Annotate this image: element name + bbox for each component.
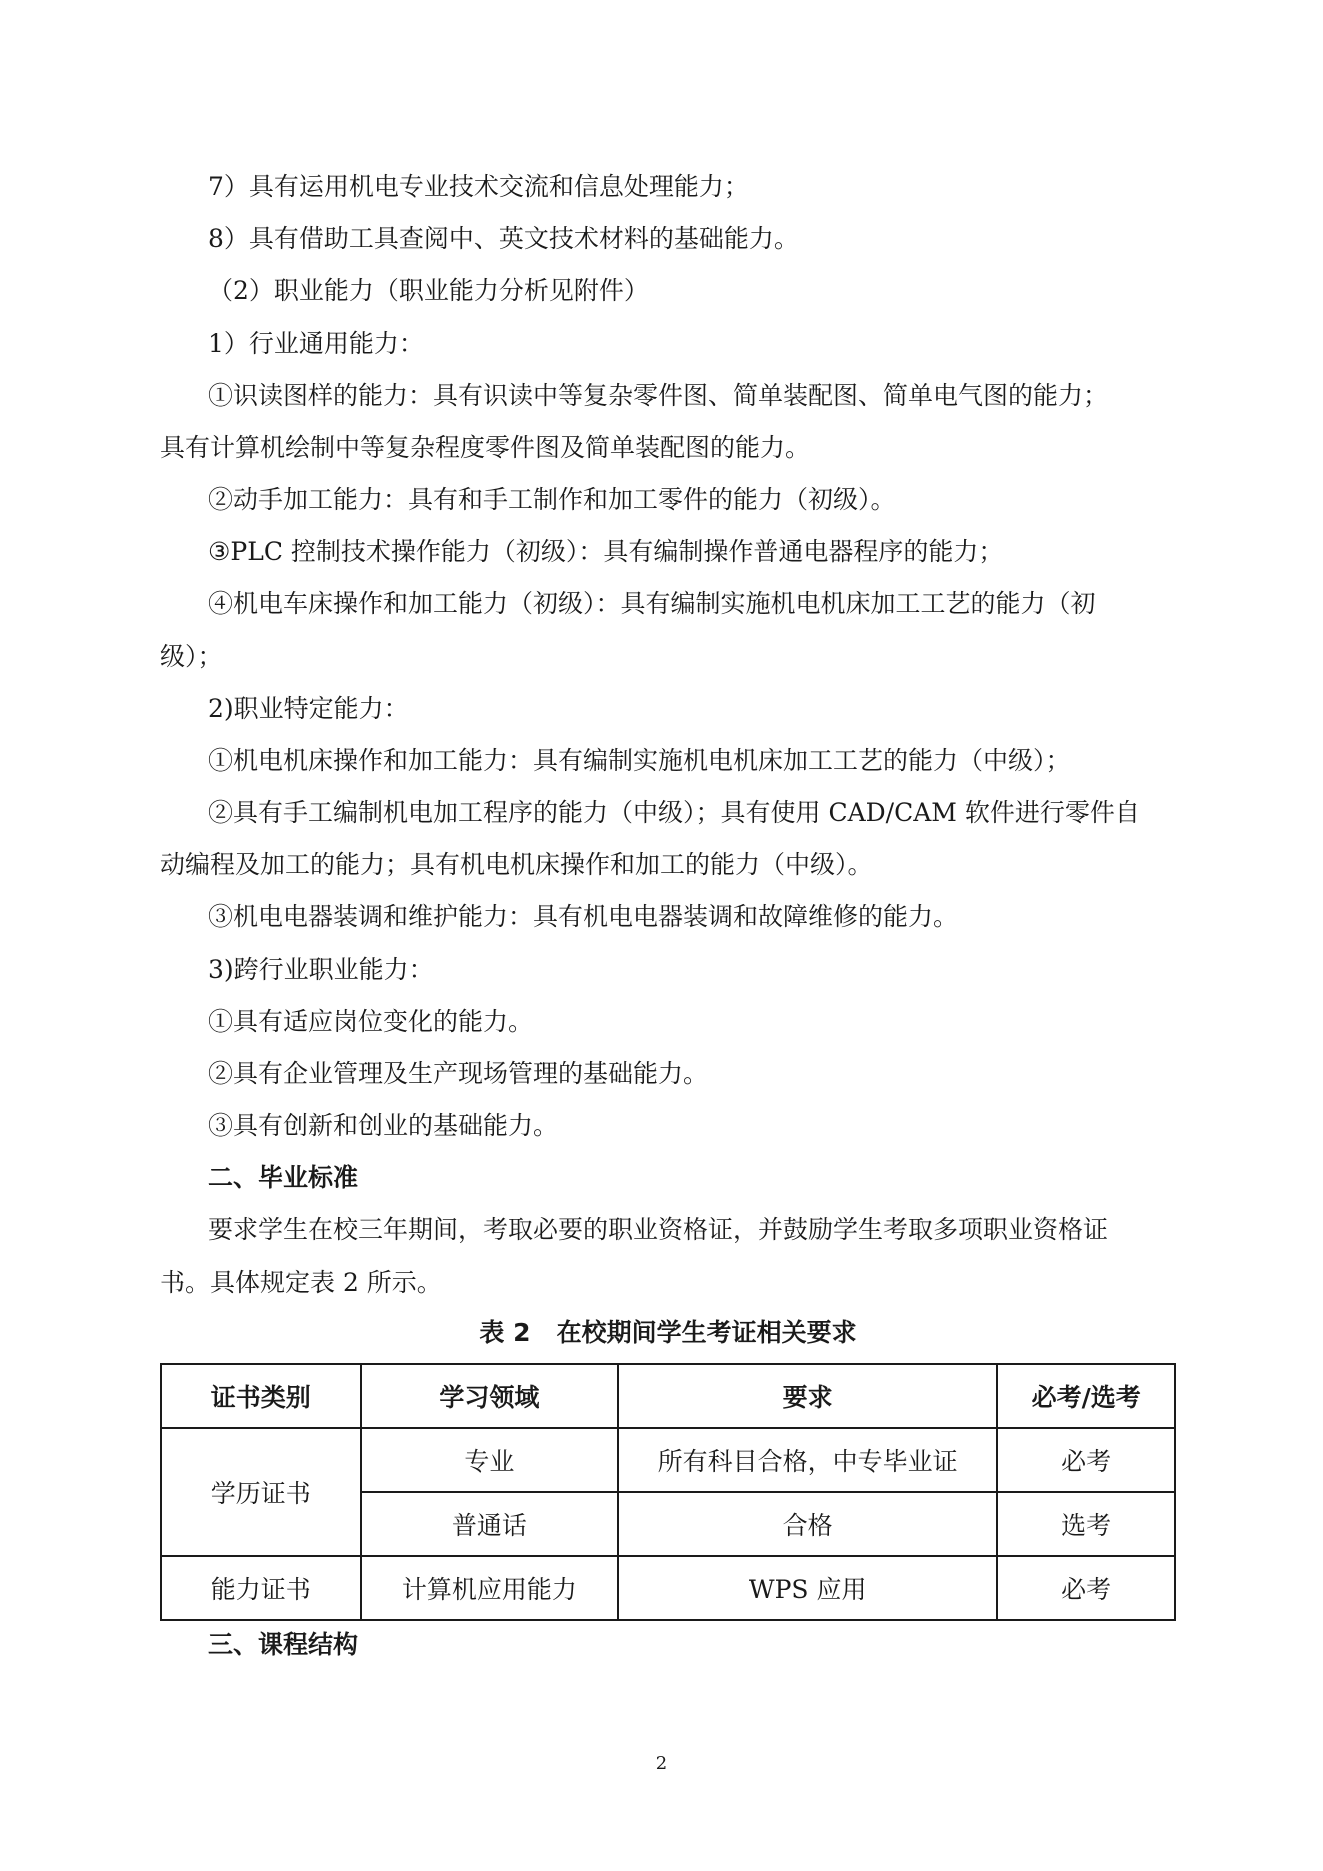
text-line: ③机电电器装调和维护能力：具有机电电器装调和故障维修的能力。 (208, 902, 959, 931)
text-line: 具有计算机绘制中等复杂程度零件图及简单装配图的能力。 (160, 433, 811, 462)
text-line: ②具有手工编制机电加工程序的能力（中级）；具有使用 CAD/CAM 软件进行零件自 (208, 798, 1140, 827)
paragraph-line: 要求学生在校三年期间，考取必要的职业资格证，并鼓励学生考取多项职业资格证 (208, 1215, 1109, 1244)
table-cell: 专业 (361, 1428, 618, 1492)
table-row (161, 1428, 1175, 1492)
table-cell: 选考 (997, 1492, 1175, 1556)
text-line: （2）职业能力（职业能力分析见附件） (208, 276, 649, 305)
table-cell: WPS 应用 (618, 1556, 997, 1620)
text-line: ①识读图样的能力：具有识读中等复杂零件图、简单装配图、简单电气图的能力； (208, 381, 1109, 410)
table-cell-category: 能力证书 (161, 1556, 361, 1620)
text-line: ②动手加工能力：具有和手工制作和加工零件的能力（初级）。 (208, 485, 896, 514)
table-cell: 必考 (997, 1428, 1175, 1492)
page-number: 2 (655, 1753, 668, 1774)
column-header: 学习领域 (361, 1364, 618, 1428)
table-cell-category: 学历证书 (161, 1428, 361, 1556)
text-line: 级）； (160, 642, 223, 671)
text-line: ②具有企业管理及生产现场管理的基础能力。 (208, 1059, 709, 1088)
table-row (161, 1556, 1175, 1620)
text-line: 1）行业通用能力： (208, 329, 424, 358)
table-cell: 计算机应用能力 (361, 1556, 618, 1620)
text-line: ①具有适应岗位变化的能力。 (208, 1007, 534, 1036)
table-cell: 普通话 (361, 1492, 618, 1556)
table-cell: 所有科目合格，中专毕业证 (618, 1428, 997, 1492)
text-line: ③具有创新和创业的基础能力。 (208, 1111, 559, 1140)
section-heading-graduation-standard: 二、毕业标准 (208, 1163, 359, 1192)
section-heading-course-structure: 三、课程结构 (208, 1630, 359, 1659)
table-header-row (161, 1364, 1175, 1428)
column-header: 必考/选考 (997, 1364, 1175, 1428)
text-line: ④机电车床操作和加工能力（初级）：具有编制实施机电机床加工工艺的能力（初 (208, 589, 1096, 618)
column-header: 证书类别 (161, 1364, 361, 1428)
text-line: 3)跨行业职业能力： (208, 955, 434, 984)
text-line: 动编程及加工的能力；具有机电机床操作和加工的能力（中级）。 (160, 850, 873, 879)
table-cell: 合格 (618, 1492, 997, 1556)
text-line: 2)职业特定能力： (208, 694, 409, 723)
column-header: 要求 (618, 1364, 997, 1428)
text-line: 7）具有运用机电专业技术交流和信息处理能力； (208, 172, 749, 201)
text-line: 8）具有借助工具查阅中、英文技术材料的基础能力。 (208, 224, 799, 253)
table-caption: 表 2 在校期间学生考证相关要求 (479, 1318, 857, 1347)
table-cell: 必考 (997, 1556, 1175, 1620)
text-line: ③PLC 控制技术操作能力（初级）：具有编制操作普通电器程序的能力； (208, 537, 1004, 566)
text-line: ①机电机床操作和加工能力：具有编制实施机电机床加工工艺的能力（中级）； (208, 746, 1071, 775)
paragraph-line: 书。具体规定表 2 所示。 (160, 1268, 442, 1297)
certificate-requirements-table (160, 1363, 1176, 1621)
